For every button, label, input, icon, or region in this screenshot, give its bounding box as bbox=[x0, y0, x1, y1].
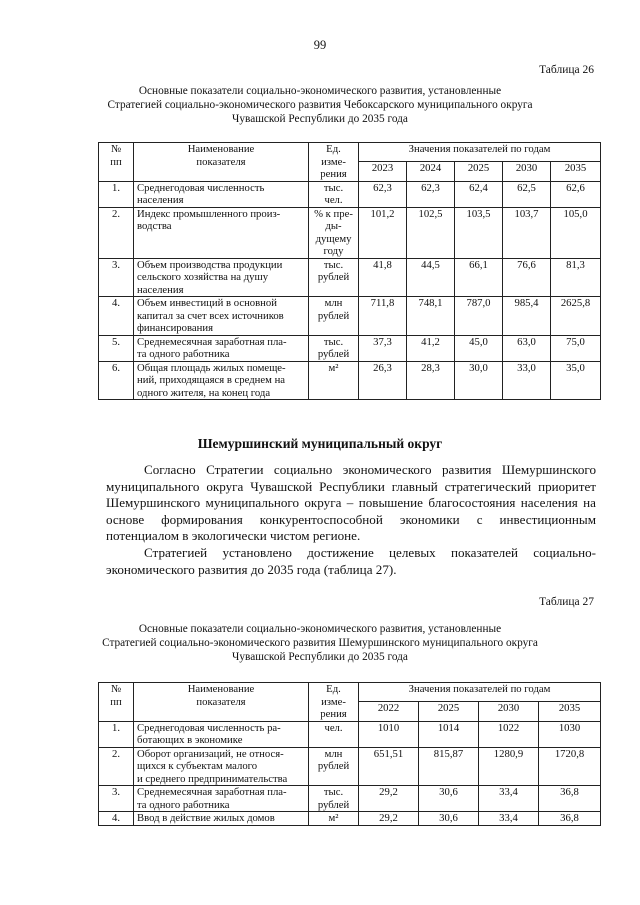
value-cell: 33,4 bbox=[479, 786, 539, 812]
table-row bbox=[99, 181, 601, 207]
table26-label: Таблица 26 bbox=[539, 64, 594, 76]
header-values-title: Значения показателей по годам bbox=[359, 143, 601, 162]
table-row bbox=[99, 747, 601, 786]
value-cell: 1720,8 bbox=[539, 747, 601, 786]
value-cell: 35,0 bbox=[551, 361, 601, 400]
header-year: 2022 bbox=[359, 702, 419, 721]
unit-line: чел. bbox=[324, 194, 343, 206]
caption-line: Чувашской Республики до 2035 года bbox=[232, 651, 408, 663]
row-number: 5. bbox=[99, 335, 134, 361]
table27 bbox=[98, 682, 601, 826]
indicator-name-line: Среднегодовая численность bbox=[137, 181, 265, 194]
value-cell: 62,3 bbox=[407, 181, 455, 207]
header-year: 2023 bbox=[359, 162, 407, 181]
header-num: № пп bbox=[99, 683, 134, 722]
value-cell: 103,5 bbox=[455, 207, 503, 258]
value-cell: 787,0 bbox=[455, 297, 503, 336]
indicator-name-line: водства bbox=[137, 220, 172, 232]
unit bbox=[309, 747, 359, 786]
indicator-name-line: одного жителя, на конец года bbox=[137, 386, 271, 399]
indicator-name-line: Объем производства продукции bbox=[137, 258, 283, 271]
unit-line: м² bbox=[328, 812, 339, 824]
unit-line: рублей bbox=[317, 760, 350, 772]
value-cell: 76,6 bbox=[503, 258, 551, 297]
value-cell: 815,87 bbox=[419, 747, 479, 786]
header-values-title: Значения показателей по годам bbox=[359, 683, 601, 702]
header-num: № пп bbox=[99, 143, 134, 182]
unit-line: чел. bbox=[324, 721, 343, 734]
unit-line: млн bbox=[324, 747, 343, 760]
unit-line: тыс. bbox=[323, 258, 344, 271]
indicator-name bbox=[134, 786, 309, 812]
table-row bbox=[99, 786, 601, 812]
indicator-name-line: сельского хозяйства на душу bbox=[137, 271, 269, 283]
unit bbox=[309, 207, 359, 258]
indicator-name-line: Среднемесячная заработная пла- bbox=[137, 335, 287, 348]
header-year: 2030 bbox=[479, 702, 539, 721]
value-cell: 102,5 bbox=[407, 207, 455, 258]
indicator-name bbox=[134, 297, 309, 336]
row-number: 1. bbox=[99, 181, 134, 207]
unit bbox=[309, 258, 359, 297]
value-cell: 711,8 bbox=[359, 297, 407, 336]
value-cell: 44,5 bbox=[407, 258, 455, 297]
header-unit: Ед. изме- рения bbox=[309, 683, 359, 722]
indicator-name bbox=[134, 747, 309, 786]
value-cell: 985,4 bbox=[503, 297, 551, 336]
value-cell: 26,3 bbox=[359, 361, 407, 400]
table26 bbox=[98, 142, 601, 400]
table-row bbox=[99, 207, 601, 258]
unit-line: тыс. bbox=[323, 335, 344, 348]
unit-line: рублей bbox=[317, 798, 350, 811]
header-year: 2030 bbox=[503, 162, 551, 181]
value-cell: 1014 bbox=[419, 721, 479, 747]
indicator-name-line: ний, приходящаяся в среднем на bbox=[137, 374, 286, 386]
value-cell: 30,6 bbox=[419, 786, 479, 812]
value-cell: 45,0 bbox=[455, 335, 503, 361]
value-cell: 29,2 bbox=[359, 786, 419, 812]
value-cell: 37,3 bbox=[359, 335, 407, 361]
indicator-name-line: Среднемесячная заработная пла- bbox=[137, 786, 287, 798]
unit bbox=[309, 721, 359, 747]
value-cell: 62,5 bbox=[503, 181, 551, 207]
row-number: 3. bbox=[99, 786, 134, 812]
unit-line: рублей bbox=[317, 309, 350, 322]
table27-caption bbox=[0, 622, 640, 664]
indicator-name-line: капитал за счет всех источников bbox=[137, 309, 284, 322]
unit-line: млн bbox=[324, 297, 343, 309]
unit-line: рублей bbox=[317, 271, 350, 283]
table27-label: Таблица 27 bbox=[539, 596, 594, 608]
value-cell: 1280,9 bbox=[479, 747, 539, 786]
value-cell: 2625,8 bbox=[551, 297, 601, 336]
table-row bbox=[99, 721, 601, 747]
header-year: 2025 bbox=[455, 162, 503, 181]
table-row bbox=[99, 361, 601, 400]
indicator-name bbox=[134, 258, 309, 297]
value-cell: 81,3 bbox=[551, 258, 601, 297]
unit bbox=[309, 181, 359, 207]
header-name: Наименование показателя bbox=[134, 143, 309, 182]
indicator-name-line: та одного работника bbox=[137, 798, 230, 811]
unit bbox=[309, 812, 359, 826]
value-cell: 33,4 bbox=[479, 812, 539, 826]
header-year: 2035 bbox=[551, 162, 601, 181]
indicator-name-line: населения bbox=[137, 283, 184, 296]
indicator-name-line: населения bbox=[137, 194, 184, 206]
indicator-name-line: щихся к субъектам малого bbox=[137, 760, 258, 772]
value-cell: 66,1 bbox=[455, 258, 503, 297]
caption-line: Стратегией социально-экономического развития Чебоксарского муниципального округа bbox=[107, 99, 533, 111]
value-cell: 1030 bbox=[539, 721, 601, 747]
value-cell: 105,0 bbox=[551, 207, 601, 258]
unit-line: рублей bbox=[317, 348, 350, 360]
unit-line: м² bbox=[328, 361, 339, 374]
caption-line: Чувашской Республики до 2035 года bbox=[232, 113, 408, 125]
value-cell: 62,4 bbox=[455, 181, 503, 207]
header-year: 2025 bbox=[419, 702, 479, 721]
indicator-name-line: Объем инвестиций в основной bbox=[137, 297, 277, 309]
indicator-name-line: Среднегодовая численность ра- bbox=[137, 721, 281, 734]
paragraph-1: Согласно Стратегии социально экономического развития Шемуршинского муниципального округа Чувашской Республики главный стратегический приоритет Шемуршинского муниципального округа – повышение благосостояния населения на основе формирования конкурентоспособной экономики с инвестиционным потенциалом в экологически чистом регионе. bbox=[106, 462, 596, 543]
table26-caption bbox=[0, 84, 640, 126]
indicator-name bbox=[134, 335, 309, 361]
indicator-name-line: Оборот организаций, не относя- bbox=[137, 747, 284, 760]
unit bbox=[309, 361, 359, 400]
indicator-name-line: Общая площадь жилых помеще- bbox=[137, 361, 286, 374]
row-number: 1. bbox=[99, 721, 134, 747]
header-year: 2024 bbox=[407, 162, 455, 181]
value-cell: 33,0 bbox=[503, 361, 551, 400]
table-row bbox=[99, 297, 601, 336]
indicator-name bbox=[134, 181, 309, 207]
indicator-name-line: финансирования bbox=[137, 322, 213, 334]
header-name: Наименование показателя bbox=[134, 683, 309, 722]
indicator-name-line: та одного работника bbox=[137, 348, 230, 360]
value-cell: 28,3 bbox=[407, 361, 455, 400]
indicator-name-line: Индекс промышленного произ- bbox=[137, 207, 281, 220]
caption-line: Основные показатели социально-экономического развития, установленные bbox=[138, 85, 502, 97]
value-cell: 62,3 bbox=[359, 181, 407, 207]
value-cell: 101,2 bbox=[359, 207, 407, 258]
value-cell: 41,2 bbox=[407, 335, 455, 361]
value-cell: 1010 bbox=[359, 721, 419, 747]
unit-line: тыс. bbox=[323, 786, 344, 798]
caption-line: Стратегией социально-экономического развития Шемуршинского муниципального округа bbox=[102, 637, 538, 649]
value-cell: 30,0 bbox=[455, 361, 503, 400]
value-cell: 748,1 bbox=[407, 297, 455, 336]
value-cell: 103,7 bbox=[503, 207, 551, 258]
row-number: 2. bbox=[99, 207, 134, 258]
indicator-name-line: ботающих в экономике bbox=[137, 734, 243, 746]
row-number: 2. bbox=[99, 747, 134, 786]
value-cell: 1022 bbox=[479, 721, 539, 747]
header-year: 2035 bbox=[539, 702, 601, 721]
value-cell: 29,2 bbox=[359, 812, 419, 826]
indicator-name bbox=[134, 207, 309, 258]
paragraph-2: Стратегией установлено достижение целевых показателей социально-экономического развития до 2035 года (таблица 27). bbox=[106, 545, 596, 577]
page-number: 99 bbox=[313, 38, 327, 52]
section-title: Шемуршинский муниципальный округ bbox=[197, 436, 443, 451]
unit-line: году bbox=[323, 245, 344, 257]
indicator-name bbox=[134, 361, 309, 400]
caption-line: Основные показатели социально-экономического развития, установленные bbox=[138, 623, 502, 635]
unit-line: дущему bbox=[315, 232, 352, 245]
unit-line: тыс. bbox=[323, 181, 344, 194]
unit bbox=[309, 335, 359, 361]
indicator-name-line: Ввод в действие жилых домов bbox=[137, 812, 275, 824]
row-number: 4. bbox=[99, 297, 134, 336]
row-number: 6. bbox=[99, 361, 134, 400]
indicator-name bbox=[134, 812, 309, 826]
value-cell: 75,0 bbox=[551, 335, 601, 361]
indicator-name-line: и среднего предпринимательства bbox=[137, 772, 288, 785]
table-row bbox=[99, 258, 601, 297]
row-number: 4. bbox=[99, 812, 134, 826]
value-cell: 36,8 bbox=[539, 786, 601, 812]
table-row bbox=[99, 812, 601, 826]
unit bbox=[309, 786, 359, 812]
value-cell: 62,6 bbox=[551, 181, 601, 207]
value-cell: 41,8 bbox=[359, 258, 407, 297]
header-unit: Ед. изме- рения bbox=[309, 143, 359, 182]
value-cell: 63,0 bbox=[503, 335, 551, 361]
value-cell: 36,8 bbox=[539, 812, 601, 826]
row-number: 3. bbox=[99, 258, 134, 297]
unit-line: % к пре- bbox=[314, 207, 353, 220]
unit bbox=[309, 297, 359, 336]
indicator-name bbox=[134, 721, 309, 747]
table-row bbox=[99, 335, 601, 361]
value-cell: 651,51 bbox=[359, 747, 419, 786]
value-cell: 30,6 bbox=[419, 812, 479, 826]
unit-line: ды- bbox=[325, 220, 342, 232]
